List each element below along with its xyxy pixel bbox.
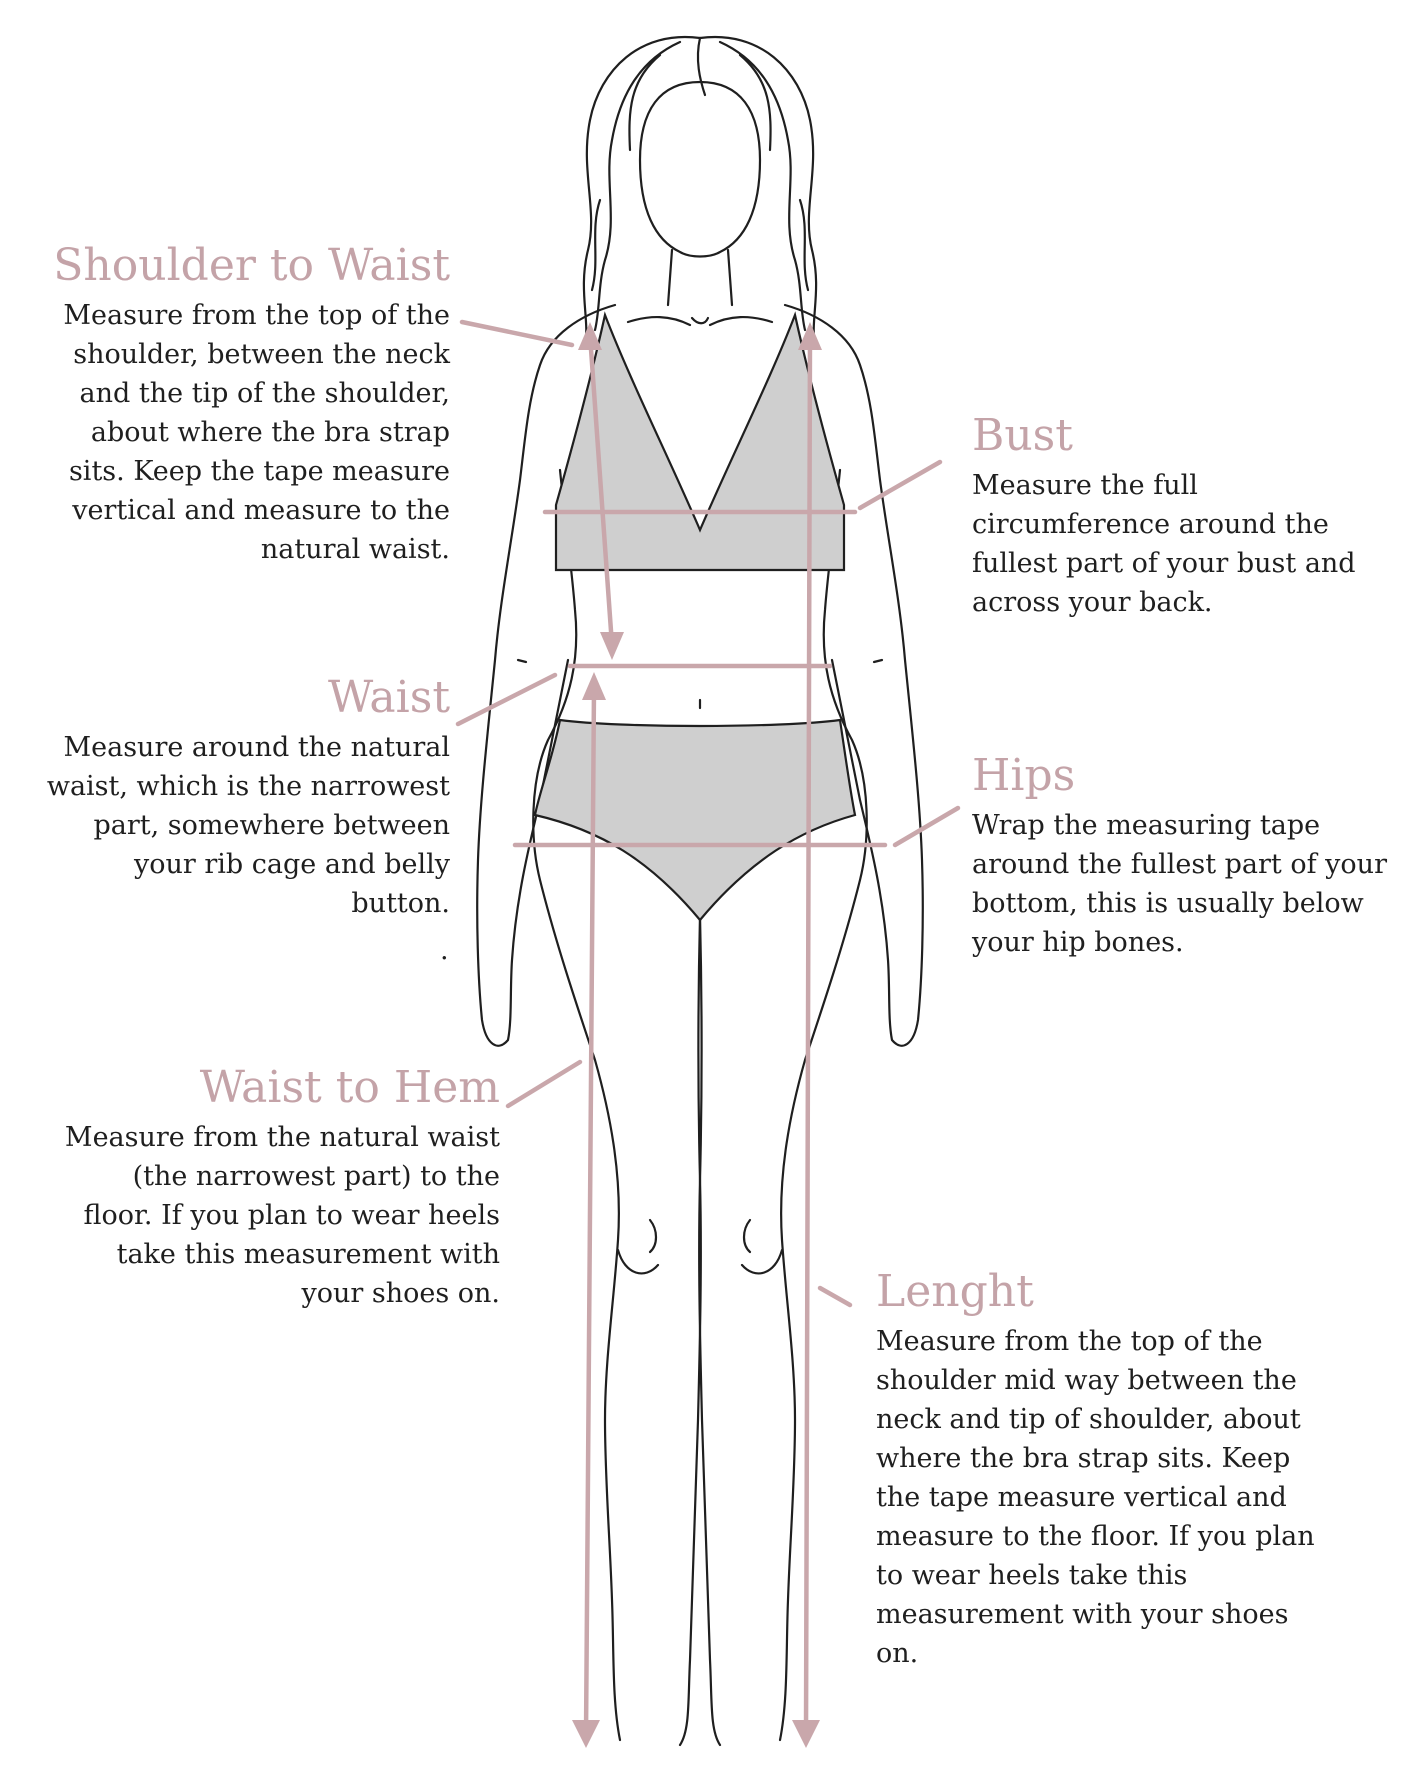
arrowhead-up <box>578 322 602 350</box>
lenght-text: Measure from the top of the shoulder mid way between the neck and tip of shoulder, about where the bra strap sits. Keep the tape measure vertical and measure to the floor. If you plan to wear heels take this measurement with your shoes on. <box>876 1326 1315 1669</box>
waist-text: Measure around the natural waist, which is the narrowest part, somewhere between your rib cage and belly button. <box>46 732 450 919</box>
arrowhead-down <box>600 632 624 660</box>
waist-section <box>40 672 450 923</box>
waist-callout-leader <box>458 675 555 724</box>
hips-callout-leader <box>895 808 958 845</box>
shoulder-callout-leader <box>462 322 572 345</box>
waist-to-hem-section <box>60 1062 500 1313</box>
hem-callout-leader <box>508 1062 580 1106</box>
shoulder-to-waist-title: Shoulder to Waist <box>53 240 450 291</box>
lenght-section <box>876 1266 1316 1673</box>
bust-section <box>972 410 1392 622</box>
arrowhead-up <box>798 322 822 350</box>
bust-title: Bust <box>972 410 1073 461</box>
hair-outline <box>584 37 816 345</box>
waist-to-hem-title: Waist to Hem <box>199 1062 500 1113</box>
hips-text: Wrap the measuring tape around the fullest part of your bottom, this is usually below your hip bones. <box>972 810 1387 958</box>
bust-text: Measure the full circumference around the fullest part of your bust and across your back. <box>972 470 1356 618</box>
face-outline <box>640 82 760 257</box>
waist-to-hem-text: Measure from the natural waist (the narrowest part) to the floor. If you plan to wear heels take this measurement with your shoes on. <box>64 1122 500 1309</box>
waist-title: Waist <box>328 672 450 723</box>
hips-section <box>972 750 1392 962</box>
shoulder-to-waist-text: Measure from the top of the shoulder, between the neck and the tip of the shoulder, about where the bra strap sits. Keep the tape measure vertical and measure to the natural waist. <box>63 300 450 565</box>
arrowhead-up <box>582 672 606 700</box>
arrowhead-down <box>572 1720 600 1748</box>
lenght-title: Lenght <box>876 1266 1034 1317</box>
length-callout-leader <box>820 1288 850 1305</box>
bust-callout-leader <box>860 462 940 508</box>
hips-title: Hips <box>972 750 1076 801</box>
shoulder-to-waist-section <box>30 240 450 569</box>
trailing-dot: . <box>440 935 449 966</box>
arrowhead-down <box>792 1720 820 1748</box>
